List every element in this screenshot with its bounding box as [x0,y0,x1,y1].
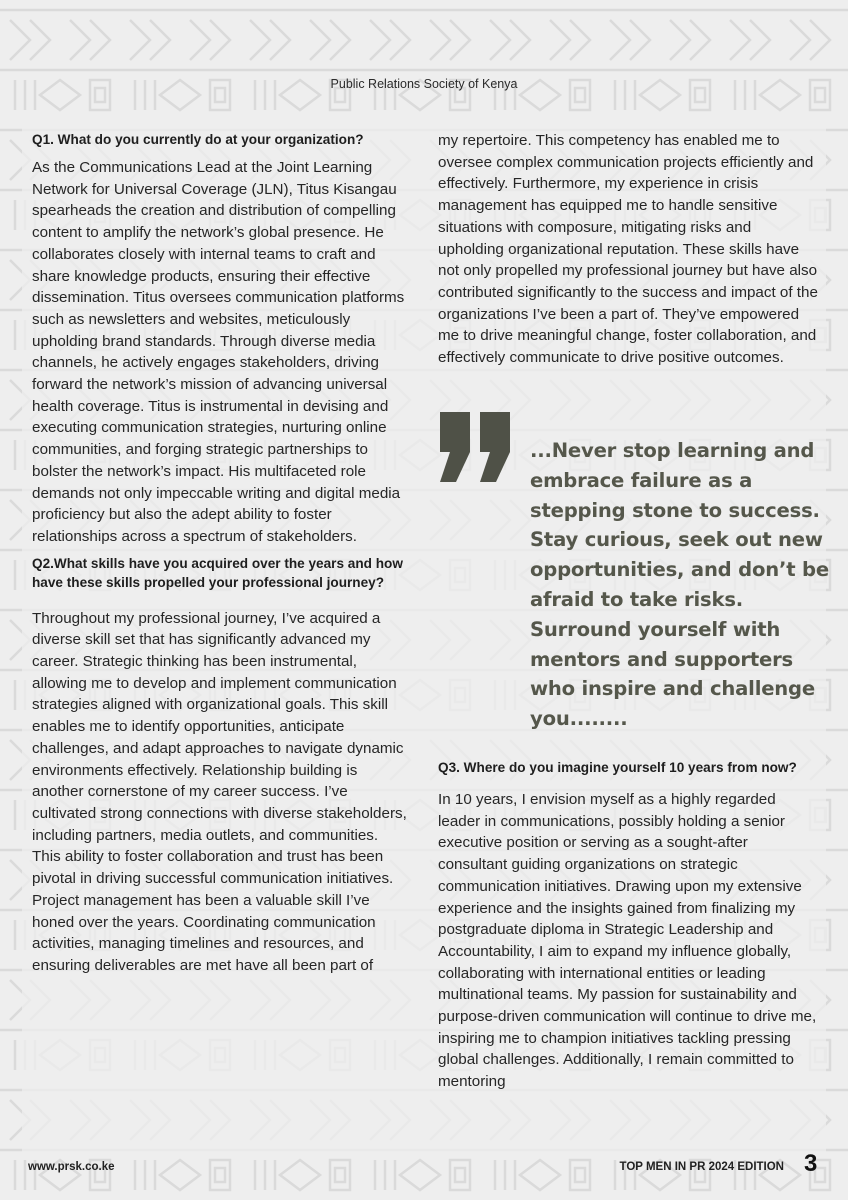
question-2-answer-continued: my repertoire. This competency has enabled me to oversee complex communication projects efficiently and effectively. Furthermore, my experience in crisis management has equipped me to handle sensitive situations with composure, mitigating risks and upholding organizational reputation. These skills have not only propelled my professional journey but have also contributed significantly to the success and impact of the organizations I’ve been a part of. They’ve empowered me to drive meaningful change, foster collaboration, and effectively communicate to drive positive outcomes. [438,132,818,367]
quote-mark-icon [436,408,516,488]
question-3-answer: In 10 years, I envision myself as a highly regarded leader in communications, possibly holding a senior executive position or serving as a sought-after consultant guiding organizations on strategic communication initiatives. Drawing upon my extensive experience and the insights gained from finalizing my postgraduate diploma in Strategic Leadership and Accountability, I aim to expand my influence globally, collaborating with international entities or leading multinational teams. My passion for sustainability and purpose-driven communication will continue to drive me, inspiring me to champion initiatives tackling pressing global challenges. Additionally, I remain committed to mentoring [438,791,817,1091]
left-column [32,130,408,977]
page-number: 3 [804,1150,818,1177]
question-1-answer: As the Communications Lead at the Joint Learning Network for Universal Coverage (JLN), Titus Kisangau spearheads the creation and distribution of compelling content to amplify the network’s global presence. He collaborates closely with internal teams to craft and share knowledge products, ensuring their effective dissemination. Titus oversees communication platforms such as newsletters and websites, meticulously upholding brand standards. Through diverse media channels, he actively engages stakeholders, driving forward the network’s mission of advancing universal health coverage. Titus is instrumental in devising and executing communication strategies, nurturing online communities, and forging strategic partnerships to bolster the network’s impact. His multifaceted role demands not only impeccable writing and digital media proficiency but also the adept ability to foster relationships across a spectrum of stakeholders. [32,159,405,545]
pull-quote-text: ...Never stop learning and embrace failure as a stepping stone to success. Stay curious, seek out new opportunities, and don’t be afraid to take risks. Surround yourself with mentors and supporters who inspire and challenge you........ [530,439,829,731]
edition-label: TOP MEN IN PR 2024 EDITION [619,1161,784,1173]
question-2-answer: Throughout my professional journey, I’ve acquired a diverse skill set that has significantly advanced my career. Strategic thinking has been instrumental, allowing me to develop and implement communication strategies aligned with organizational goals. This skill enables me to identify opportunities, anticipate challenges, and adapt approaches to navigate dynamic environments effectively. Relationship building is another cornerstone of my career success. I’ve cultivated strong connections with diverse stakeholders, including partners, media outlets, and communities. This ability to foster collaboration and trust has been pivotal in driving successful communication initiatives. Project management has been a valuable skill I’ve honed over the years. Coordinating communication activities, managing timelines and resources, and ensuring deliverables are met have all been part of [32,609,407,974]
publication-header: Public Relations Society of Kenya [330,77,518,91]
question-2-heading: Q2.What skills have you acquired over the years and how have these skills propelled your professional journey? [32,555,403,590]
website-link[interactable]: www.prsk.co.ke [28,1161,115,1173]
question-3-heading: Q3. Where do you imagine yourself 10 years from now? [438,760,797,775]
right-column [438,130,820,369]
question-3-section [438,758,820,1093]
question-1-heading: Q1. What do you currently do at your organization? [32,132,364,147]
